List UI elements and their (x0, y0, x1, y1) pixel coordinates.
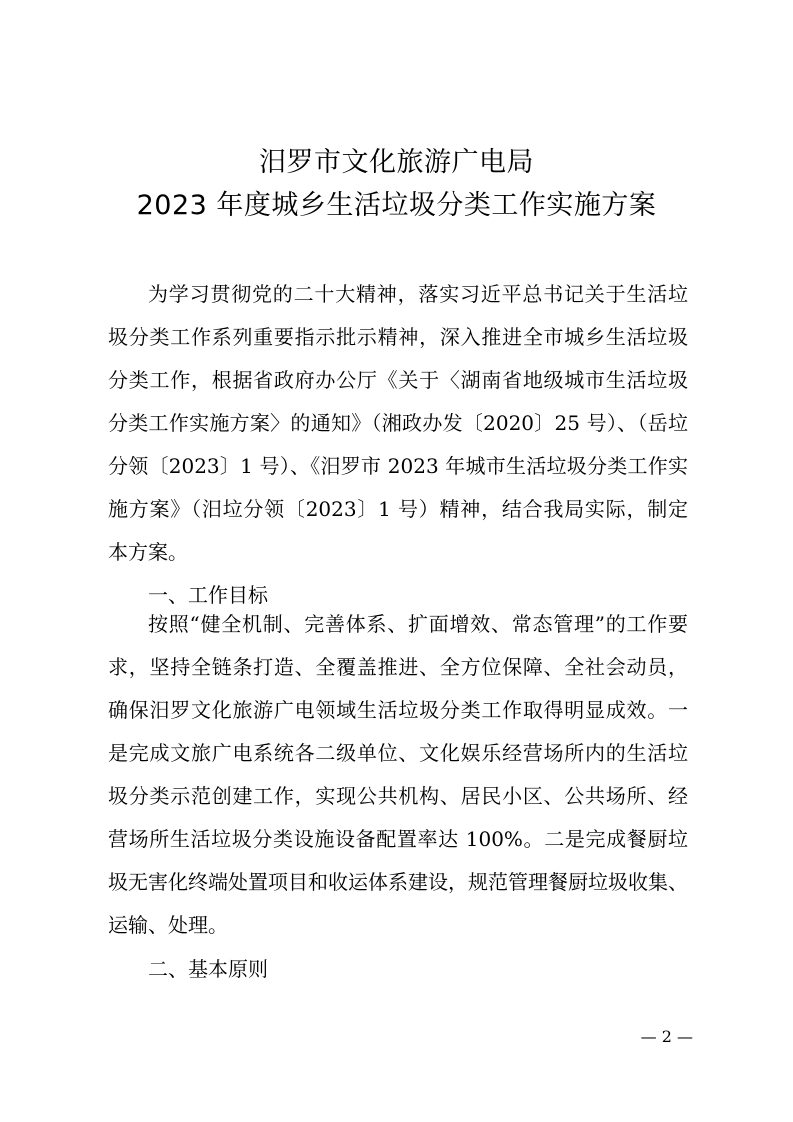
intro-line-2: 圾分类工作系列重要指示批示精神，深入推进全市城乡生活垃圾 (108, 325, 688, 349)
section-heading-work-goals: 一、工作目标 (148, 583, 268, 607)
intro-line-6: 施方案》（汨垃分领〔2023〕1 号）精神，结合我局实际，制定 (108, 497, 688, 521)
goals-line-6: 营场所生活垃圾分类设施设备配置率达 100%。二是完成餐厨垃 (108, 827, 688, 851)
goals-line-8: 运输、处理。 (108, 913, 228, 937)
goals-line-7: 圾无害化终端处置项目和收运体系建设，规范管理餐厨垃圾收集、 (108, 870, 688, 894)
goals-line-4: 是完成文旅广电系统各二级单位、文化娱乐经营场所内的生活垃 (108, 741, 688, 765)
goals-line-5: 圾分类示范创建工作，实现公共机构、居民小区、公共场所、经 (108, 784, 688, 808)
section-heading-basic-principles: 二、基本原则 (148, 957, 268, 981)
intro-line-3: 分类工作，根据省政府办公厅《关于〈湖南省地级城市生活垃圾 (108, 368, 688, 392)
intro-line-5: 分领〔2023〕1 号）、《汨罗市 2023 年城市生活垃圾分类工作实 (108, 454, 688, 478)
intro-line-7: 本方案。 (108, 540, 188, 564)
goals-line-2: 求，坚持全链条打造、全覆盖推进、全方位保障、全社会动员， (108, 655, 688, 679)
intro-line-4: 分类工作实施方案〉的通知》（湘政办发〔2020〕25 号）、（岳垃 (108, 411, 688, 435)
document-title-line-2: 2023 年度城乡生活垃圾分类工作实施方案 (136, 190, 657, 221)
goals-line-3: 确保汨罗文化旅游广电领域生活垃圾分类工作取得明显成效。一 (108, 698, 688, 722)
document-title-line-1: 汨罗市文化旅游广电局 (259, 147, 534, 178)
intro-line-1: 为学习贯彻党的二十大精神，落实习近平总书记关于生活垃 (148, 282, 688, 306)
goals-line-1: 按照“健全机制、完善体系、扩面增效、常态管理”的工作要 (148, 612, 688, 636)
page-number: — 2 — (640, 1027, 693, 1046)
